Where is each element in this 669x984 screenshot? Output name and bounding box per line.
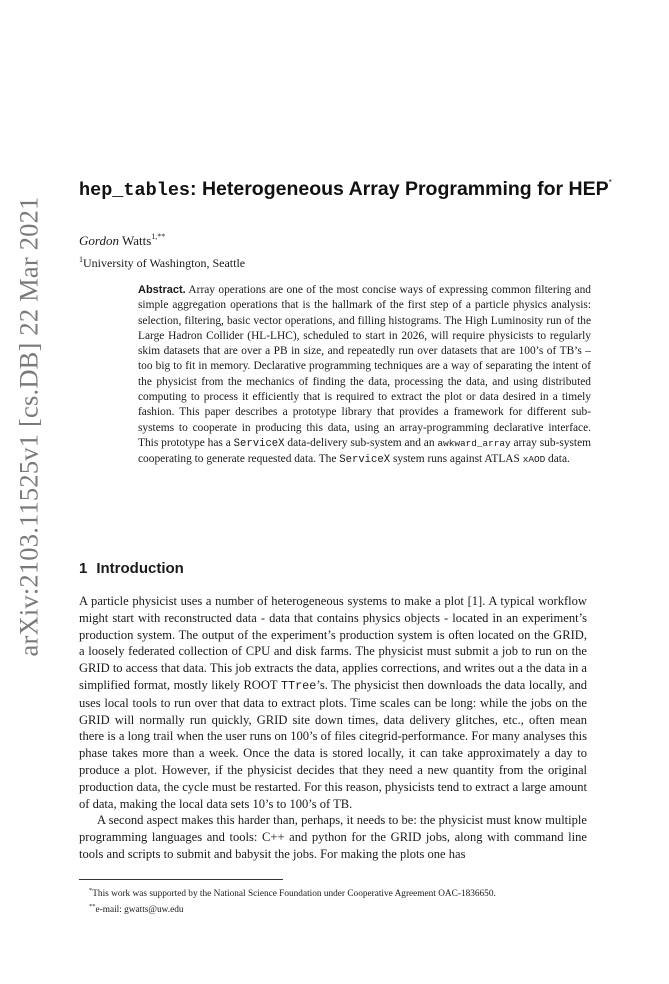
abstract-text-2: data-delivery sub-system and an — [284, 436, 438, 449]
arxiv-identifier-text: arXiv:2103.11525v1 [cs.DB] 22 Mar 2021 — [13, 195, 44, 657]
abstract-code-servicex-2: ServiceX — [339, 454, 391, 467]
body-text — [79, 593, 587, 863]
body-paragraph-1-text-a: A particle physicist uses a number of heterogeneous systems to make a plot [1]. A typical workflow might start with reconstructed data - data that contains physics objects - located in an experiment’s production system. The output of the experiment’s production system is often located on the GRID, a loosely federated collection of CPU and disk farms. The physicist must submit a job to run on the GRID to access that data. This job extracts the data, applies corrections, and writes out a the data in a simplified format, mostly likely ROOT — [79, 594, 587, 692]
author-marks: 1,** — [151, 232, 166, 241]
abstract-label: Abstract. — [138, 284, 186, 296]
abstract-code-xaod: xAOD — [522, 454, 546, 466]
author-first-name: Gordon — [79, 233, 119, 248]
title-text: : Heterogeneous Array Programming for HEP — [190, 178, 609, 200]
arxiv-identifier-stamp — [6, 176, 52, 676]
abstract-text-3: array sub-system cooperating to generate requested data. The — [138, 436, 591, 466]
author-line — [79, 232, 165, 249]
body-code-ttree: TTree — [280, 678, 317, 693]
footnote-mark: ** — [89, 902, 96, 910]
body-paragraph-1-text-b: ’s. The physicist then downloads the data locally, and uses local tools to run over that data to extract plots. Time scales can be long: while the jobs on the GRID will normally run quickly, GRID site down times, data delivery glitches, etc., often mean there is a long trail when the user runs on 100’s of files citegrid-performance. For many analyses this phase takes more than a week. Once the data is stored locally, it can take approximately a day to produce a plot. However, if the physicist decides that they need a new quantity from the original production data, the cycle must be restarted. For this reason, physicists tend to extract a large amount of data, making the local data sets 10’s to 100’s of TB. — [79, 677, 588, 811]
section-title: Introduction — [96, 560, 184, 577]
footnote-text: This work was supported by the National Science Foundation under Cooperative Agreement OAC-1836650. — [92, 889, 496, 899]
abstract-code-servicex: ServiceX — [233, 437, 285, 450]
title-code-part: hep_tables — [79, 180, 191, 201]
abstract-text-4: system runs against ATLAS — [390, 453, 523, 466]
abstract-text-1: Array operations are one of the most concise ways of expressing common filtering and simple aggregation operations that is the hallmark of the first step of a particle physics analysis: selection, filtering, basic vector operations, and filling histograms. The High Luminosity run of the Large Hadron Collider (HL-LHC), scheduled to start in 2026, will require physicists to regularly skim datasets that are over a PB in size, and repeatedly run over datasets that are 100’s of TB’s – too big to fit in memory. Declarative programming techniques are a way of separating the intent of the physicist from the mechanics of finding the data, processing the data, and using distributed computing to process it efficiently that is required to extract the plot or data desired in a timely fashion. This paper describes a prototype library that provides a framework for different sub-systems to cooperate in producing this data, using an array-programming declarative interface. This prototype has a — [138, 284, 591, 449]
abstract-block — [138, 283, 591, 469]
abstract-text-5: data. — [545, 453, 570, 466]
author-last-name: Watts — [118, 233, 152, 248]
section-number: 1 — [79, 560, 88, 577]
title-footnote-mark: * — [608, 178, 612, 187]
body-paragraph-2: A second aspect makes this harder than, perhaps, it needs to be: the physicist must know multiple programming languages and tools: C++ and python for the GRID jobs, along with command line tools and scripts to submit and babysit the jobs. For making the plots one has — [79, 813, 587, 861]
abstract-code-awkward-array: awkward_array — [437, 437, 511, 449]
affiliation-line — [79, 255, 245, 271]
affiliation-text: University of Washington, Seattle — [83, 256, 246, 270]
paper-title — [79, 178, 619, 201]
footnote-item — [89, 901, 589, 917]
affiliation-mark: 1 — [79, 255, 83, 264]
section-heading — [79, 560, 184, 577]
footnote-divider — [79, 879, 283, 880]
footnote-text: e-mail: gwatts@uw.edu — [95, 904, 184, 915]
body-paragraph-1 — [79, 593, 587, 812]
footnote-mark: * — [89, 887, 93, 894]
footnote-item — [89, 885, 589, 901]
footnotes — [89, 885, 589, 917]
